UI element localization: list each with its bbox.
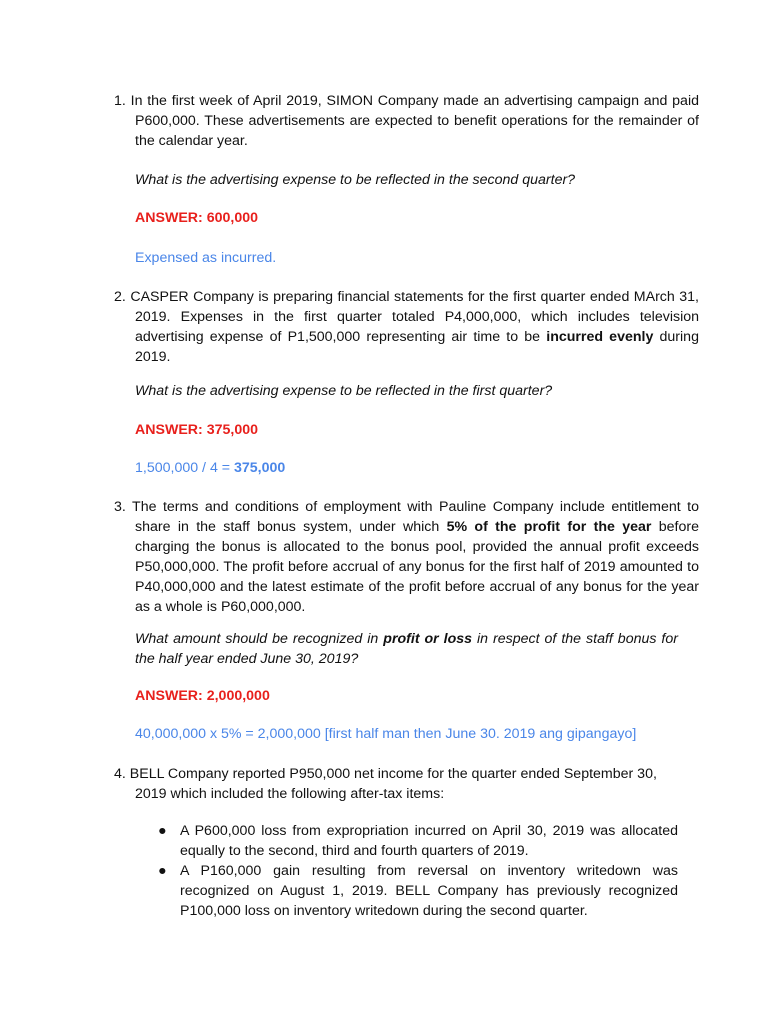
question-3-body-bold: 5% of the profit for the year — [446, 519, 652, 535]
list-item — [158, 821, 678, 861]
question-4-bullet-list — [158, 821, 678, 921]
question-2-explanation — [135, 458, 678, 478]
question-2-number: 2. — [114, 289, 126, 305]
question-2-explanation-result: 375,000 — [234, 460, 286, 476]
question-3-prompt-start: What amount should be recognized in — [135, 631, 384, 647]
question-3-text — [114, 497, 699, 617]
question-2-text — [114, 287, 699, 367]
question-1-explanation: Expensed as incurred. — [135, 250, 277, 266]
question-1-number: 1. — [114, 93, 126, 109]
question-2-answer: ANSWER: 375,000 — [135, 422, 259, 438]
question-3-prompt-bold: profit or loss — [383, 631, 473, 647]
question-3-answer: ANSWER: 2,000,000 — [135, 688, 270, 704]
bullet-icon: ● — [158, 863, 167, 879]
list-item — [158, 861, 678, 921]
question-3-number: 3. — [114, 499, 126, 515]
question-3-explanation: 40,000,000 x 5% = 2,000,000 [first half man then June 30. 2019 ang gipangayo] — [135, 726, 637, 742]
question-2-body-bold: incurred evenly — [546, 329, 654, 345]
question-1-answer: ANSWER: 600,000 — [135, 210, 259, 226]
question-1-text — [114, 91, 699, 151]
bullet-icon: ● — [158, 823, 167, 839]
question-3-prompt-end: in respect of the staff bonus for the half year ended June 30, 2019? — [135, 631, 678, 667]
question-4-number: 4. — [114, 766, 126, 782]
question-1-body: In the first week of April 2019, SIMON Company made an advertising campaign and paid P600,000. These advertisements are expected to benefit operations for the remainder of the calendar year. — [130, 93, 699, 149]
question-2-body-end: during 2019. — [135, 329, 699, 365]
question-3-body-start: The terms and conditions of employment with Pauline Company include entitlement to share in the staff bonus system, under which — [132, 499, 699, 535]
question-4-body: BELL Company reported P950,000 net income for the quarter ended September 30, 2019 which included the following after-tax items: — [129, 766, 657, 802]
question-4-text — [114, 764, 665, 804]
question-2-explanation-text: 1,500,000 / 4 = — [135, 460, 235, 476]
question-1-prompt: What is the advertising expense to be reflected in the second quarter? — [135, 172, 576, 188]
question-3-body-end: before charging the bonus is allocated to the bonus pool, provided the annual profit exceeds P50,000,000. The profit before accrual of any bonus for the first half of 2019 amounted to P40,000,000 and the latest estimate of the profit before accrual of any bonus for the year as a whole is P60,000,000. — [135, 519, 699, 615]
question-2-prompt: What is the advertising expense to be reflected in the first quarter? — [135, 383, 553, 399]
question-3-prompt — [135, 629, 678, 669]
question-2-body-start: CASPER Company is preparing financial statements for the first quarter ended MArch 31, 2019. Expenses in the first quarter totaled P4,000,000, which includes television advertising expense of P1,500,000 representing air time to be — [130, 289, 699, 345]
bullet-text: A P160,000 gain resulting from reversal on inventory writedown was recognized on August 1, 2019. BELL Company has previously recognized P100,000 loss on inventory writedown during the second quarter. — [180, 863, 678, 919]
bullet-text: A P600,000 loss from expropriation incurred on April 30, 2019 was allocated equally to the second, third and fourth quarters of 2019. — [180, 823, 678, 859]
